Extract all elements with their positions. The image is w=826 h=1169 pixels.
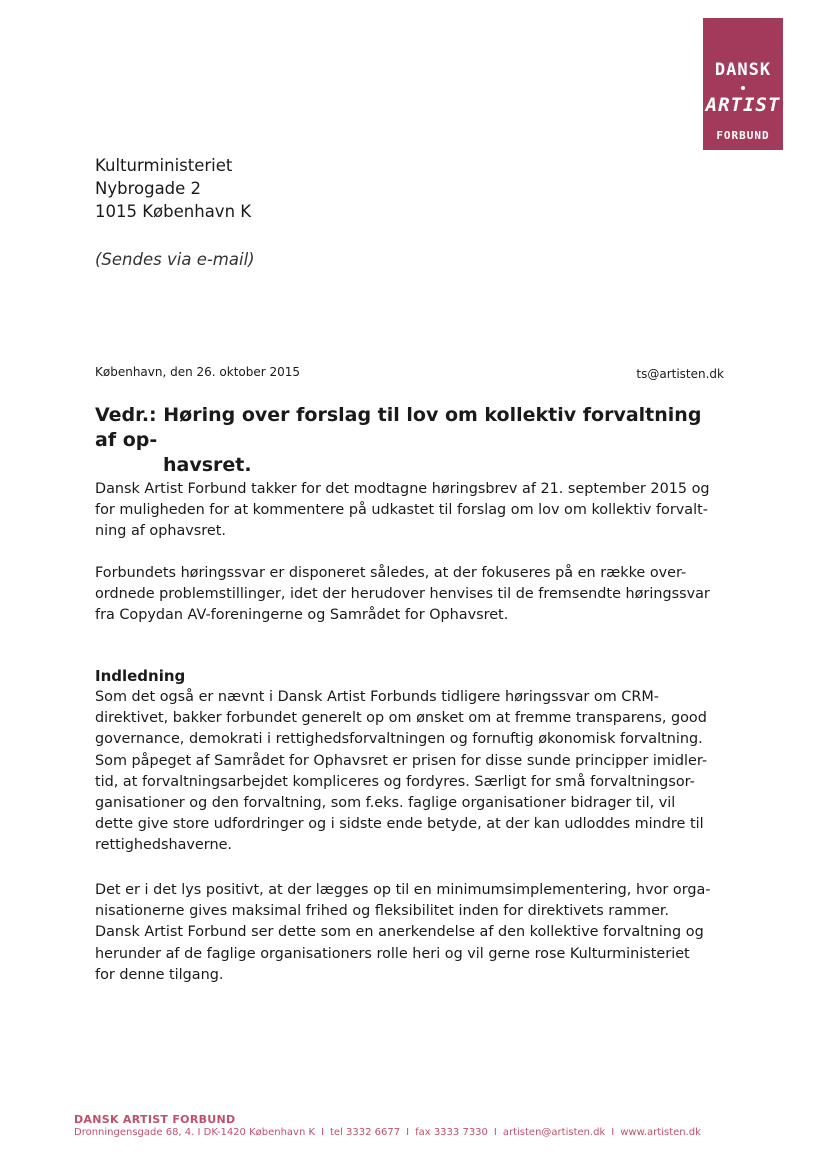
logo-dot: [741, 86, 745, 90]
text-line: ning af ophavsret.: [95, 523, 226, 540]
address-line-2: Nybrogade 2: [95, 179, 202, 198]
footer-address: Dronningensgade 68, 4. I DK-1420 København K: [74, 1127, 316, 1138]
footer-separator: I: [493, 1127, 497, 1138]
paragraph-minimum-implementation: [95, 880, 735, 986]
footer-fax: fax 3333 7330: [415, 1127, 488, 1138]
paragraph-intro: [95, 479, 735, 543]
footer-contact-line: [74, 1127, 701, 1138]
subject-line-1: Vedr.: Høring over forslag til lov om kollektiv forvaltning af op-: [95, 404, 702, 451]
footer-separator: I: [321, 1127, 325, 1138]
logo-line-artist: ARTIST: [705, 94, 781, 116]
sender-email: ts@artisten.dk: [636, 367, 724, 381]
text-line: for denne tilgang.: [95, 966, 224, 983]
footer-web-link[interactable]: www.artisten.dk: [620, 1127, 701, 1138]
footer-email-link[interactable]: artisten@artisten.dk: [502, 1127, 606, 1138]
dansk-artist-forbund-logo: [703, 18, 783, 150]
text-line: rettighedshaverne.: [95, 837, 232, 854]
text-line: Dansk Artist Forbund takker for det modtagne høringsbrev af 21. september 2015 og: [95, 481, 710, 497]
paragraph-indledning: [95, 687, 735, 857]
paragraph-disposition: [95, 563, 735, 627]
address-line-3: 1015 København K: [95, 202, 252, 221]
address-line-1: Kulturministeriet: [95, 156, 233, 175]
text-line: Som det også er nævnt i Dansk Artist Forbunds tidligere høringssvar om CRM-: [95, 689, 659, 705]
text-line: direktivet, bakker forbundet generelt op om ønsket om at fremme transparens, good: [95, 710, 707, 727]
text-line: tid, at forvaltningsarbejdet kompliceres og fordyres. Særligt for små forvaltningsor-: [95, 773, 695, 790]
recipient-address: [95, 154, 251, 223]
text-line: Forbundets høringssvar er disponeret således, at der fokuseres på en række over-: [95, 565, 687, 581]
text-line: Som påpeget af Samrådet for Ophavsret er prisen for disse sunde principper imidler-: [95, 752, 708, 769]
logo-line-dansk: DANSK: [714, 60, 772, 80]
logo-line-forbund: FORBUND: [716, 129, 770, 142]
text-line: ganisationer og den forvaltning, som f.eks. faglige organisationer bidrager til, vil: [95, 795, 676, 812]
footer-org-name: DANSK ARTIST FORBUND: [74, 1113, 236, 1126]
text-line: Det er i det lys positivt, at der lægges op til en minimumsimplementering, hvor orga-: [95, 882, 711, 898]
footer-separator: I: [611, 1127, 615, 1138]
subject-line: [95, 403, 720, 478]
section-heading: Indledning: [95, 667, 186, 685]
footer-tel: tel 3332 6677: [330, 1127, 401, 1138]
text-line: herunder af de faglige organisationers rolle heri og vil gerne rose Kulturministeriet: [95, 945, 690, 962]
dateline: København, den 26. oktober 2015: [95, 365, 301, 379]
delivery-note: (Sendes via e-mail): [95, 250, 255, 269]
letterhead-footer: [74, 1113, 701, 1138]
text-line: ordnede problemstillinger, idet der herudover henvises til de fremsendte høringssvar: [95, 586, 710, 603]
text-line: fra Copydan AV-foreningerne og Samrådet for Ophavsret.: [95, 607, 509, 624]
subject-line-2: havsret.: [163, 454, 252, 476]
text-line: nisationerne gives maksimal frihed og fleksibilitet inden for direktivets rammer.: [95, 903, 670, 920]
text-line: governance, demokrati i rettighedsforvaltningen og fornuftig økonomisk forvaltning.: [95, 731, 703, 748]
footer-separator: I: [406, 1127, 410, 1138]
text-line: for muligheden for at kommentere på udkastet til forslag om lov om kollektiv forvalt-: [95, 502, 708, 519]
text-line: dette give store udfordringer og i sidste ende betyde, at der kan udloddes mindre til: [95, 816, 704, 833]
text-line: Dansk Artist Forbund ser dette som en anerkendelse af den kollektive forvaltning og: [95, 924, 704, 941]
